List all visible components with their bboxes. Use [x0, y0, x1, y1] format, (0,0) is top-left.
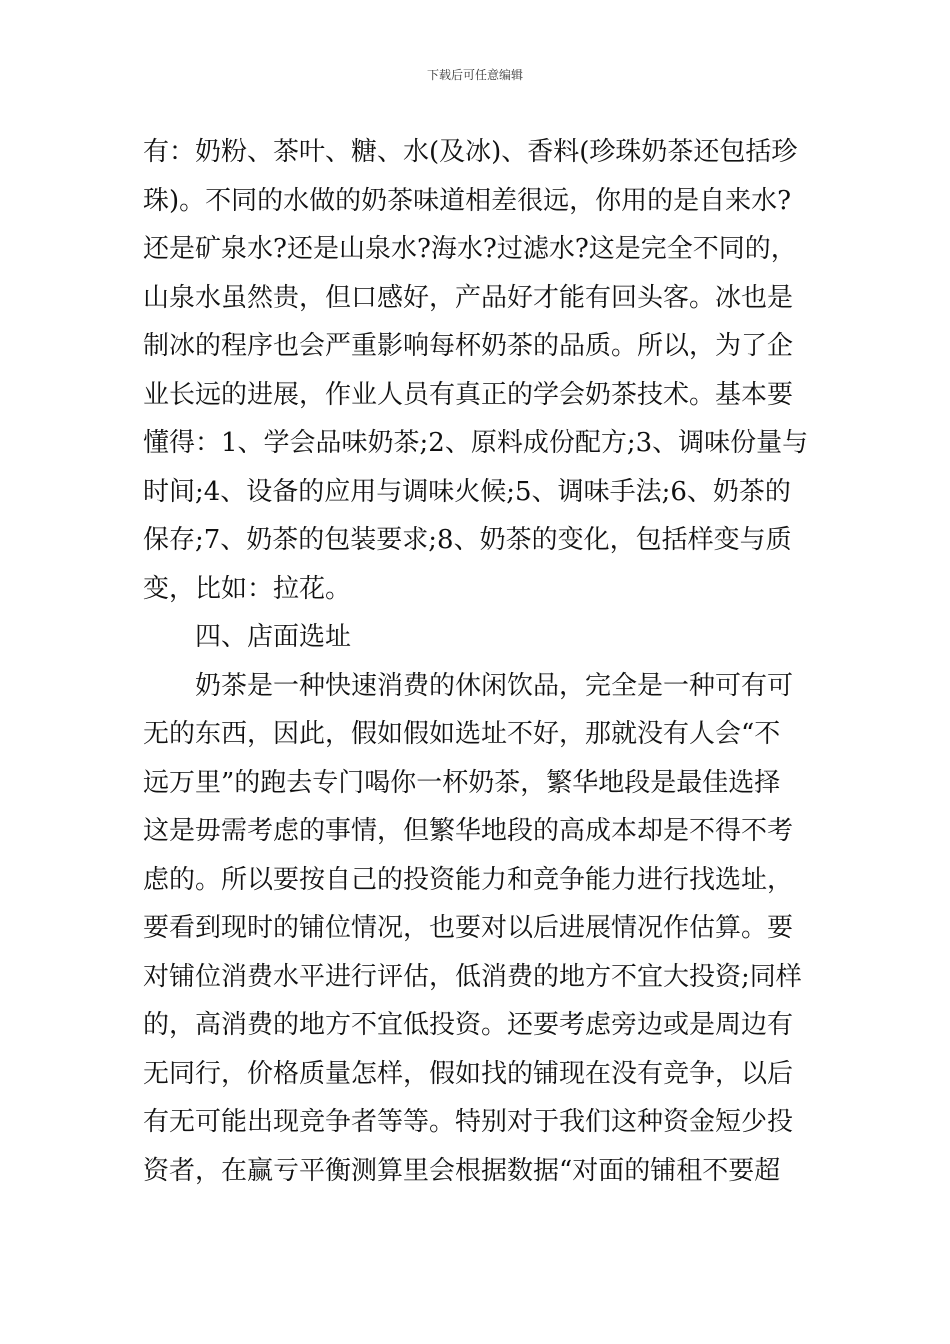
text-line: 奶茶是一种快速消费的休闲饮品，完全是一种可有可: [195, 670, 794, 701]
text-line: 这是毋需考虑的事情，但繁华地段的高成本却是不得不考: [143, 816, 794, 846]
text-line: 有无可能出现竞争者等等。特别对于我们这种资金短少投: [143, 1107, 794, 1137]
page-header: 下载后可任意编辑: [426, 68, 523, 82]
text-line: 珠)。不同的水做的奶茶味道相差很远，你用的是自来水?: [143, 185, 792, 216]
text-line: 远万里”的跑去专门喝你一杯奶茶，繁华地段是最佳选择: [143, 767, 781, 798]
text-line: 对铺位消费水平进行评估，低消费的地方不宜大投资;同样: [143, 961, 802, 992]
text-line: 变，比如：拉花。: [143, 573, 352, 604]
text-line: 要看到现时的铺位情况，也要对以后进展情况作估算。要: [143, 913, 794, 943]
text-line: 无同行，价格质量怎样，假如找的铺现在没有竞争，以后: [143, 1058, 794, 1089]
text-line: 保存;7、奶茶的包装要求;8、奶茶的变化，包括样变与质: [143, 525, 792, 555]
document-body: [143, 128, 813, 1195]
text-line: 懂得：1、学会品味奶茶;2、原料成份配方;3、调味份量与: [143, 428, 809, 458]
text-line: 的，高消费的地方不宜低投资。还要考虑旁边或是周边有: [143, 1010, 794, 1040]
text-line: 有：奶粉、茶叶、糖、水(及冰)、香料(珍珠奶茶还包括珍: [143, 137, 798, 167]
text-line: 制冰的程序也会严重影响每杯奶茶的品质。所以，为了企: [143, 331, 794, 361]
text-line: 还是矿泉水?还是山泉水?海水?过滤水?这是完全不同的，: [143, 234, 797, 264]
section-heading: 四、店面选址: [195, 622, 352, 652]
text-line: 资者，在赢亏平衡测算里会根据数据“对面的铺租不要超: [143, 1155, 781, 1186]
text-line: 无的东西，因此，假如假如选址不好，那就没有人会“不: [143, 719, 781, 749]
text-line: 山泉水虽然贵，但口感好，产品好才能有回头客。冰也是: [143, 282, 794, 313]
text-line: 时间;4、设备的应用与调味火候;5、调味手法;6、奶茶的: [143, 476, 791, 507]
text-line: 虑的。所以要按自己的投资能力和竞争能力进行找选址，: [143, 864, 794, 895]
text-line: 业长远的进展，作业人员有真正的学会奶茶技术。基本要: [143, 379, 794, 410]
